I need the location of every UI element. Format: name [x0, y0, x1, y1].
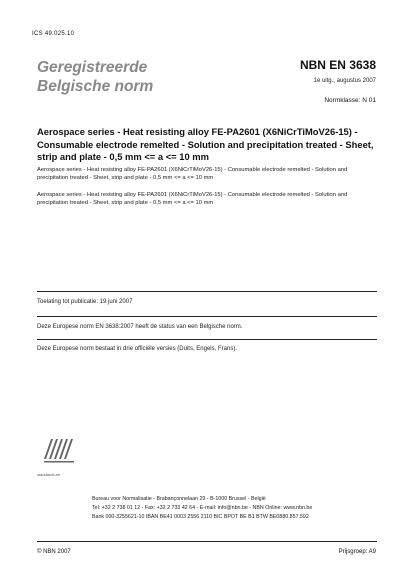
nbn-logo-icon [42, 429, 78, 469]
divider [37, 316, 377, 317]
contact-address: Bureau voor Normalisatie - Brabançonnelaan 29 - B-1000 Brussel - België [92, 496, 266, 502]
classification: Normklasse: N 01 [324, 97, 376, 104]
contact-bank: Bank 000-3255621-10 IBAN BE41 0003 2556 2110 BIC BPOT BE B1 BTW BE0880.857.592 [92, 514, 309, 520]
ics-code: ICS 49.025.10 [32, 31, 75, 37]
divider [37, 291, 377, 292]
standard-type-line-2: Belgische norm [37, 78, 154, 95]
standard-number: NBN EN 3638 [299, 58, 376, 72]
approval-date: Toelating tot publicatie: 19 juni 2007 [37, 299, 133, 305]
languages-text: Deze Europese norm bestaat in drie officiële versies (Duits, Engels, Frans). [37, 346, 237, 352]
status-text: Deze Europese norm EN 3638:2007 heeft de status van een Belgische norm. [37, 324, 243, 330]
publisher-url: standards.be [37, 472, 61, 477]
document-title: Aerospace series - Heat resisting alloy FE-PA2601 (X6NiCrTiMoV26-15) - Consumable electrode remelted - Solution and precipitation treated - Sheet, strip and plate - 0,5 mm <= a <= 10 mm [37, 126, 374, 163]
copyright: © NBN 2007 [37, 549, 71, 555]
divider [37, 541, 377, 542]
standard-type-line-1: Geregistreerde [37, 59, 148, 76]
divider [37, 339, 377, 340]
standard-type-title [37, 58, 153, 96]
edition-date: 1e uitg., augustus 2007 [313, 78, 376, 84]
price-group: Prijsgroep: A9 [338, 549, 376, 555]
contact-phone-email: Tel: +32 2 738 01 12 - Fax: +32 2 733 42 64 - E-mail: info@nbn.be - NBN Online: www.nbn.be [92, 505, 313, 511]
document-title-alt-2: Aerospace series - Heat resisting alloy FE-PA2601 (X6NiCrTiMoV26-15) - Consumable electrode remelted - Solution and precipitation treated - Sheet, strip and plate - 0,5 mm <= a <= 10 mm [37, 192, 348, 207]
document-title-alt-1: Aerospace series - Heat resisting alloy FE-PA2601 (X6NiCrTiMoV26-15) - Consumable electrode remelted - Solution and precipitation treated - Sheet, strip and plate - 0,5 mm <= a <= 10 mm [37, 167, 348, 182]
